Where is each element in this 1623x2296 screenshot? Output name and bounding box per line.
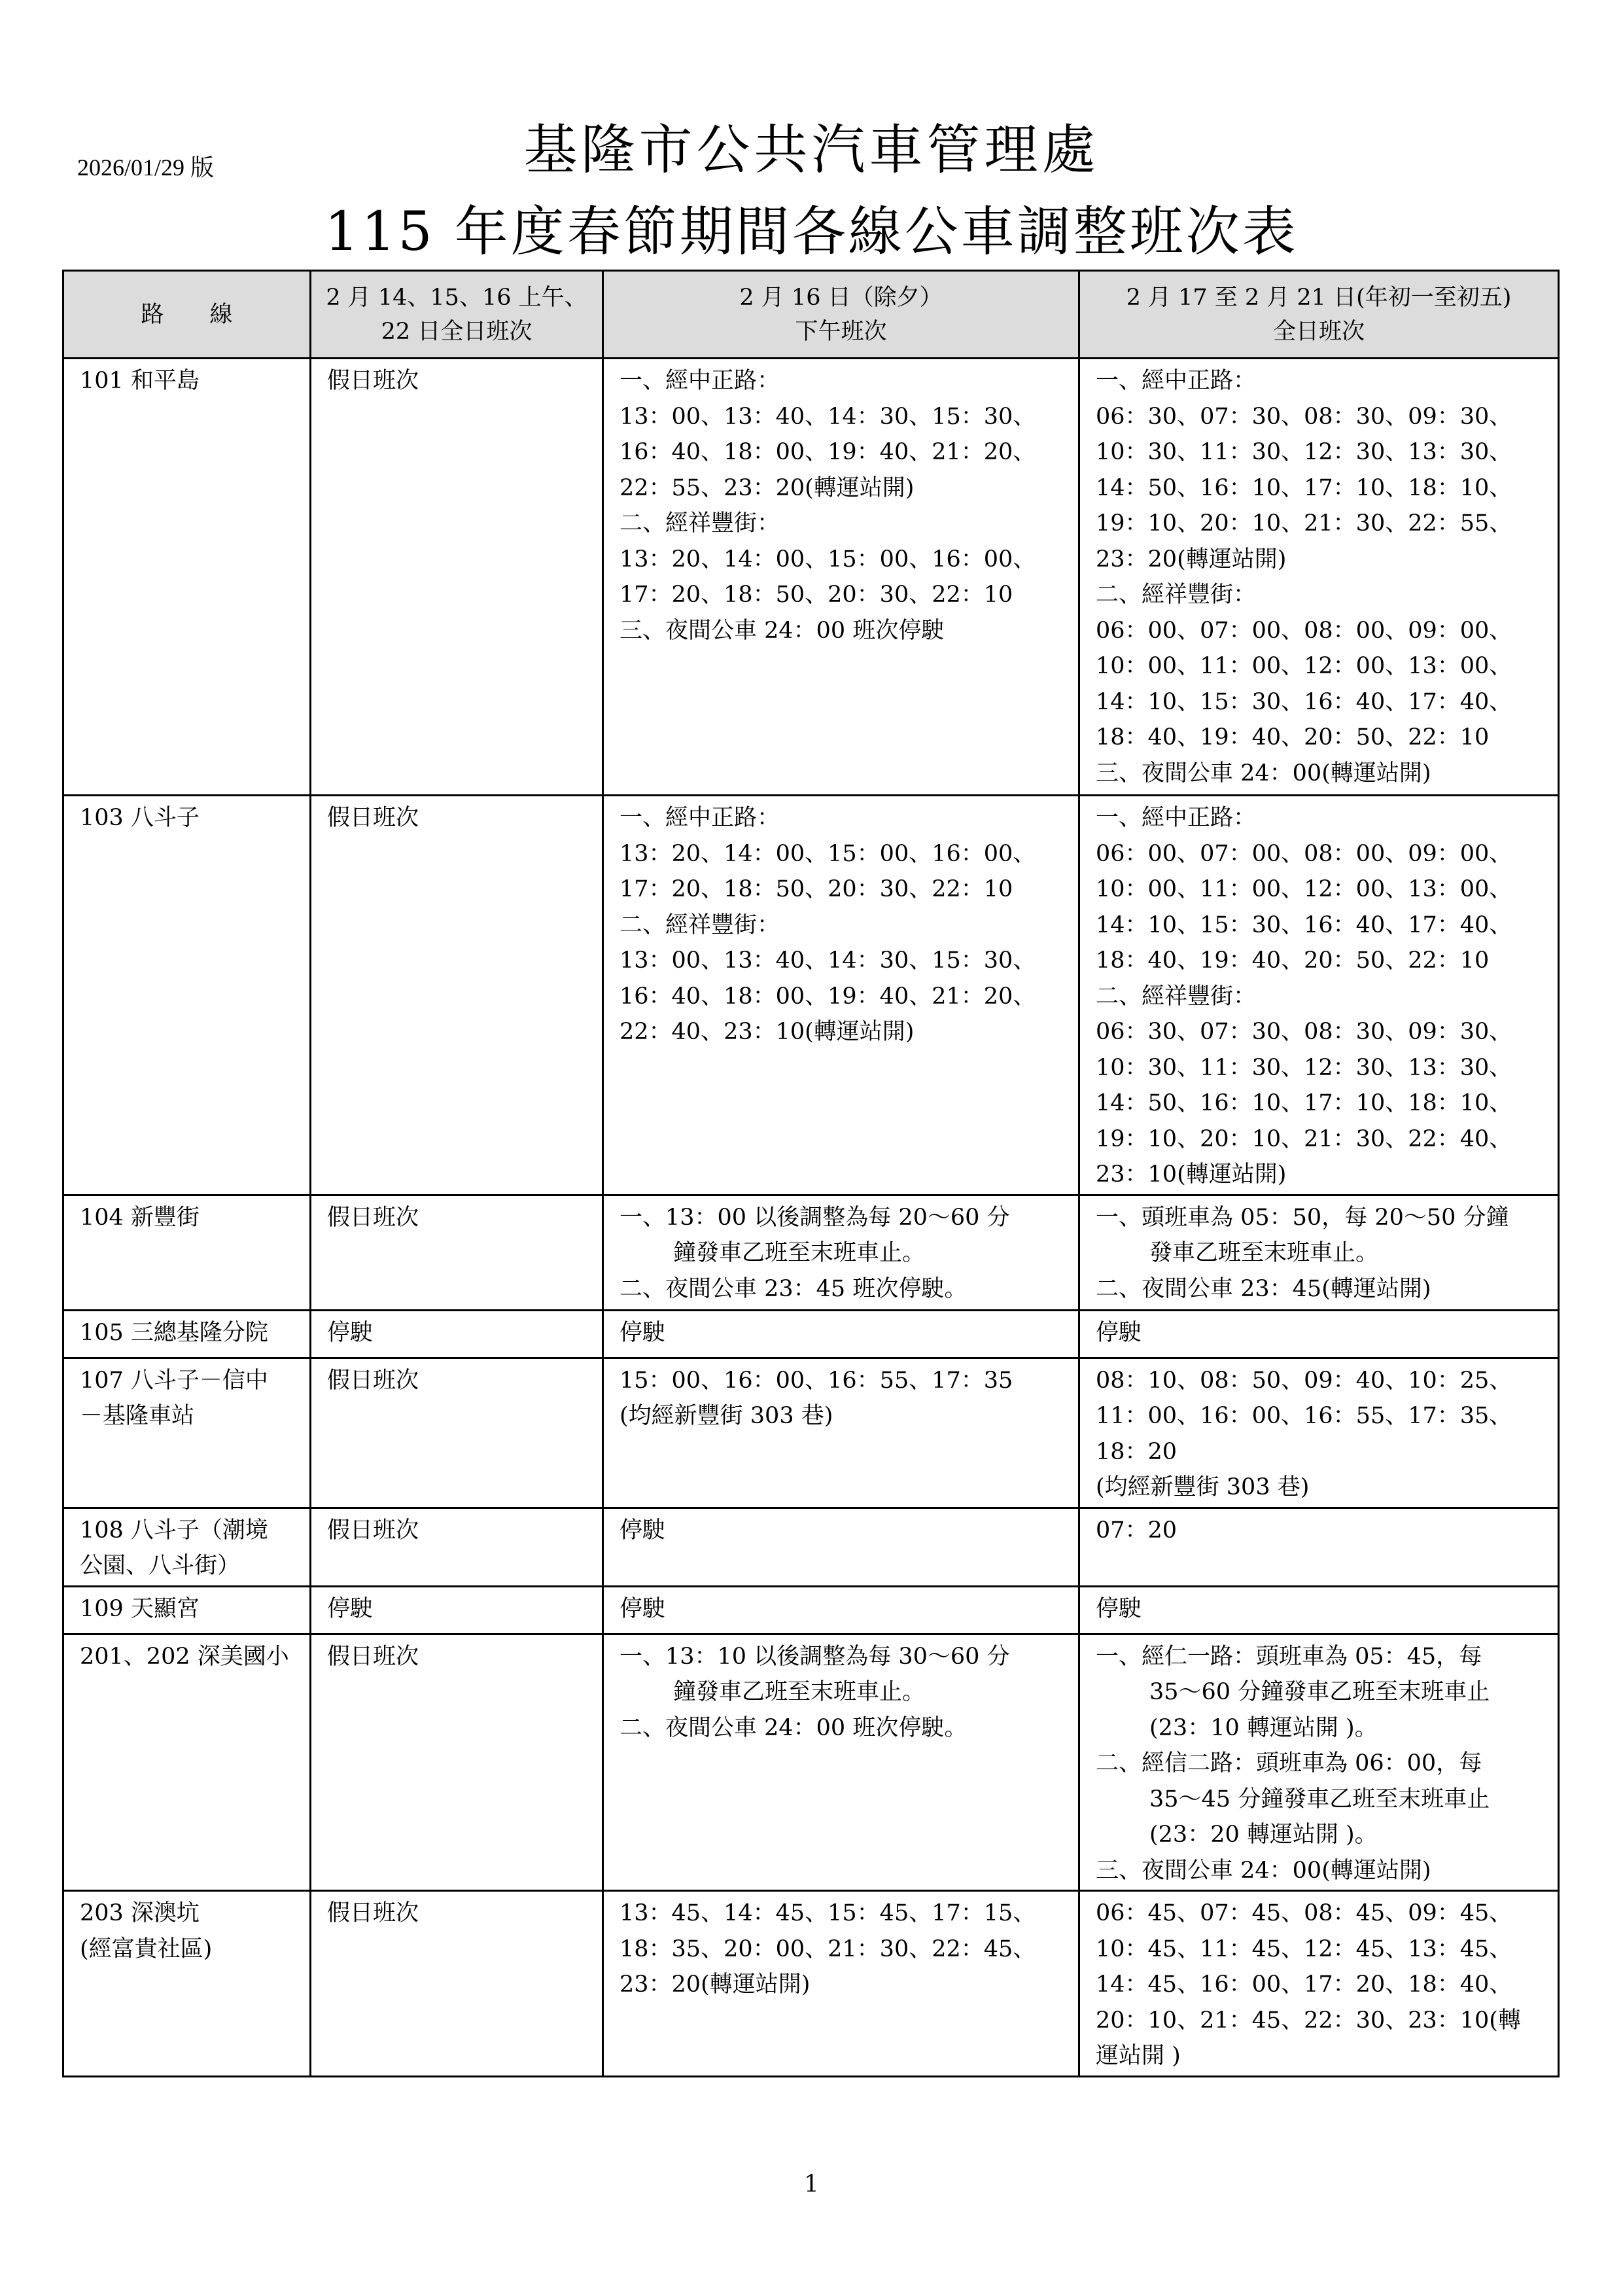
cell-line: 104 新豐街 [80,1204,200,1231]
cell-col2 [603,1508,1079,1586]
cell-line: 18：35、20：00、21：30、22：45、 [620,1935,1036,1962]
cell-line: 鐘發車乙班至末班車止。 [673,1240,926,1266]
cell-line: 101 和平島 [80,368,200,394]
cell-col3 [1079,359,1559,796]
cell-line: 23：10(轉運站開) [1096,1161,1287,1188]
cell-line: 08：10、08：50、09：40、10：25、 [1096,1367,1512,1394]
cell-line: 23：20(轉運站開) [620,1971,811,1998]
cell-line: (經富貴社區) [80,1935,213,1962]
cell-line: 停駛 [620,1595,666,1622]
cell-line: 16：40、18：00、19：40、21：20、 [620,983,1036,1010]
cell-col2 [603,1358,1079,1508]
cell-line: 13：00、13：40、14：30、15：30、 [620,947,1036,974]
cell-line: 二、經信二路：頭班車為 06：00，每 [1096,1750,1482,1776]
cell-col2 [603,1195,1079,1310]
cell-line: 一、經中正路： [1096,805,1257,831]
cell-line: －基隆車站 [80,1403,195,1429]
cell-col1 [311,1586,603,1634]
cell-col3 [1079,1195,1559,1310]
cell-col3 [1079,1358,1559,1508]
cell-route [63,1195,311,1310]
cell-line: 假日班次 [327,1517,419,1544]
cell-col3 [1079,796,1559,1195]
cell-line: (均經新豐街 303 巷) [620,1403,833,1429]
cell-line: 11：00、16：00、16：55、17：35、 [1096,1403,1512,1429]
cell-line: 14：10、15：30、16：40、17：40、 [1096,688,1512,715]
cell-line: 17：20、18：50、20：30、22：10 [620,582,1013,608]
cell-line: 停駛 [1096,1319,1142,1346]
cell-route [63,796,311,1195]
header-route: 路 線 [63,271,311,359]
cell-line: 14：50、16：10、17：10、18：10、 [1096,474,1512,501]
cell-col2 [603,1634,1079,1891]
cell-line: 06：30、07：30、08：30、09：30、 [1096,1019,1512,1045]
cell-line: 假日班次 [327,805,419,831]
cell-line: 三、夜間公車 24：00 班次停駛 [620,617,945,644]
cell-col3 [1079,1891,1559,2077]
cell-line: 10：00、11：00、12：00、13：00、 [1096,876,1512,902]
cell-line: 10：45、11：45、12：45、13：45、 [1096,1935,1512,1962]
cell-line: 一、13：10 以後調整為每 30～60 分 [620,1643,1010,1670]
cell-line: 19：10、20：10、21：30、22：55、 [1096,510,1512,537]
cell-line: 二、經祥豐街： [1096,582,1257,608]
cell-line: 06：00、07：00、08：00、09：00、 [1096,617,1512,644]
cell-line: 13：00、13：40、14：30、15：30、 [620,403,1036,430]
cell-col1 [311,1358,603,1508]
cell-line: 14：50、16：10、17：10、18：10、 [1096,1090,1512,1116]
table-row [63,1508,1559,1586]
schedule-table [62,270,1560,2077]
table-row [63,1634,1559,1891]
cell-line: 14：45、16：00、17：20、18：40、 [1096,1971,1512,1998]
cell-line: 二、夜間公車 23：45(轉運站開) [1096,1275,1431,1302]
cell-line: 109 天顯宮 [80,1595,200,1622]
cell-line: 停駛 [1096,1595,1142,1622]
cell-col1 [311,359,603,796]
cell-col1 [311,1195,603,1310]
page-subtitle: 115 年度春節期間各線公車調整班次表 [324,201,1299,263]
cell-line: 一、13：00 以後調整為每 20～60 分 [620,1204,1010,1231]
cell-line: 二、經祥豐街： [1096,983,1257,1010]
cell-col1 [311,796,603,1195]
table-row [63,359,1559,796]
table-row [63,1195,1559,1310]
table-row [63,1891,1559,2077]
cell-col3 [1079,1586,1559,1634]
cell-line: 22：55、23：20(轉運站開) [620,474,915,501]
cell-line: 14：10、15：30、16：40、17：40、 [1096,911,1512,938]
cell-col3 [1079,1634,1559,1891]
cell-line: 假日班次 [327,1643,419,1670]
cell-line: 假日班次 [327,368,419,394]
cell-col2 [603,796,1079,1195]
cell-line: 運站開 ) [1096,2043,1181,2069]
cell-line: 假日班次 [327,1900,419,1926]
cell-line: 二、夜間公車 23：45 班次停駛。 [620,1275,968,1302]
cell-route [63,1586,311,1634]
cell-col2 [603,1891,1079,2077]
cell-route [63,1634,311,1891]
cell-line: 06：00、07：00、08：00、09：00、 [1096,840,1512,867]
cell-line: 停駛 [620,1517,666,1544]
header-col1: 2 月 14、15、16 上午、 22 日全日班次 [311,271,603,359]
cell-line: 20：10、21：45、22：30、23：10(轉 [1096,2007,1521,2034]
cell-line: 二、經祥豐街： [620,911,780,938]
cell-col2 [603,359,1079,796]
cell-line: 22：40、23：10(轉運站開) [620,1019,915,1045]
cell-line: 06：45、07：45、08：45、09：45、 [1096,1900,1512,1926]
cell-col1 [311,1508,603,1586]
cell-line: 203 深澳坑 [80,1900,200,1926]
cell-line: (均經新豐街 303 巷) [1096,1474,1310,1500]
cell-line: 一、經中正路： [620,805,780,831]
cell-line: 35～60 分鐘發車乙班至末班車止 [1149,1679,1490,1705]
cell-line: 一、頭班車為 05：50，每 20～50 分鐘 [1096,1204,1509,1231]
table-row [63,1358,1559,1508]
cell-line: 三、夜間公車 24：00(轉運站開) [1096,760,1431,786]
cell-line: 17：20、18：50、20：30、22：10 [620,876,1013,902]
header-col3: 2 月 17 至 2 月 21 日(年初一至初五) 全日班次 [1079,271,1559,359]
cell-route [63,1310,311,1358]
cell-line: 108 八斗子（潮境 [80,1517,268,1544]
cell-line: 13：20、14：00、15：00、16：00、 [620,546,1036,573]
cell-line: 19：10、20：10、21：30、22：40、 [1096,1125,1512,1152]
cell-line: 18：20 [1096,1438,1178,1465]
cell-line: 公園、八斗街） [80,1553,241,1579]
cell-line: 二、夜間公車 24：00 班次停駛。 [620,1714,968,1741]
table-row [63,796,1559,1195]
cell-line: 15：00、16：00、16：55、17：35 [620,1367,1013,1394]
cell-line: (23：10 轉運站開 )。 [1149,1714,1378,1741]
cell-col1 [311,1634,603,1891]
cell-col3 [1079,1310,1559,1358]
cell-col2 [603,1310,1079,1358]
table-row [63,1310,1559,1358]
table-row [63,1586,1559,1634]
cell-route [63,359,311,796]
cell-line: 16：40、18：00、19：40、21：20、 [620,439,1036,465]
cell-line: 103 八斗子 [80,805,200,831]
cell-line: 假日班次 [327,1204,419,1231]
cell-line: 18：40、19：40、20：50、22：10 [1096,724,1490,751]
cell-col1 [311,1891,603,2077]
cell-line: 35～45 分鐘發車乙班至末班車止 [1149,1786,1490,1812]
cell-line: 10：00、11：00、12：00、13：00、 [1096,653,1512,679]
cell-line: (23：20 轉運站開 )。 [1149,1822,1378,1848]
cell-line: 07：20 [1096,1517,1178,1544]
cell-line: 10：30、11：30、12：30、13：30、 [1096,439,1512,465]
cell-line: 107 八斗子－信中 [80,1367,268,1394]
cell-line: 10：30、11：30、12：30、13：30、 [1096,1054,1512,1081]
cell-line: 18：40、19：40、20：50、22：10 [1096,947,1490,974]
cell-line: 停駛 [620,1319,666,1346]
cell-col1 [311,1310,603,1358]
header-col2: 2 月 16 日（除夕） 下午班次 [603,271,1079,359]
table-body [63,359,1559,2077]
cell-route [63,1508,311,1586]
cell-line: 一、經中正路： [1096,368,1257,394]
cell-line: 201、202 深美國小 [80,1643,289,1670]
cell-line: 一、經仁一路：頭班車為 05：45，每 [1096,1643,1482,1670]
cell-line: 三、夜間公車 24：00(轉運站開) [1096,1857,1431,1884]
cell-line: 06：30、07：30、08：30、09：30、 [1096,403,1512,430]
cell-line: 假日班次 [327,1367,419,1394]
cell-route [63,1891,311,2077]
cell-line: 105 三總基隆分院 [80,1319,268,1346]
cell-line: 13：20、14：00、15：00、16：00、 [620,840,1036,867]
cell-line: 23：20(轉運站開) [1096,546,1287,573]
cell-col3 [1079,1508,1559,1586]
page-number: 1 [804,2171,819,2198]
cell-line: 13：45、14：45、15：45、17：15、 [620,1900,1036,1926]
cell-route [63,1358,311,1508]
cell-line: 鐘發車乙班至末班車止。 [673,1679,926,1705]
cell-line: 一、經中正路： [620,368,780,394]
cell-line: 停駛 [327,1595,374,1622]
header-row [63,271,1559,359]
version-label: 2026/01/29 版 [77,154,215,181]
cell-col2 [603,1586,1079,1634]
page-title: 基隆市公共汽車管理處 [523,119,1100,181]
cell-line: 二、經祥豐街： [620,510,780,537]
cell-line: 發車乙班至末班車止。 [1149,1240,1379,1266]
cell-line: 停駛 [327,1319,374,1346]
